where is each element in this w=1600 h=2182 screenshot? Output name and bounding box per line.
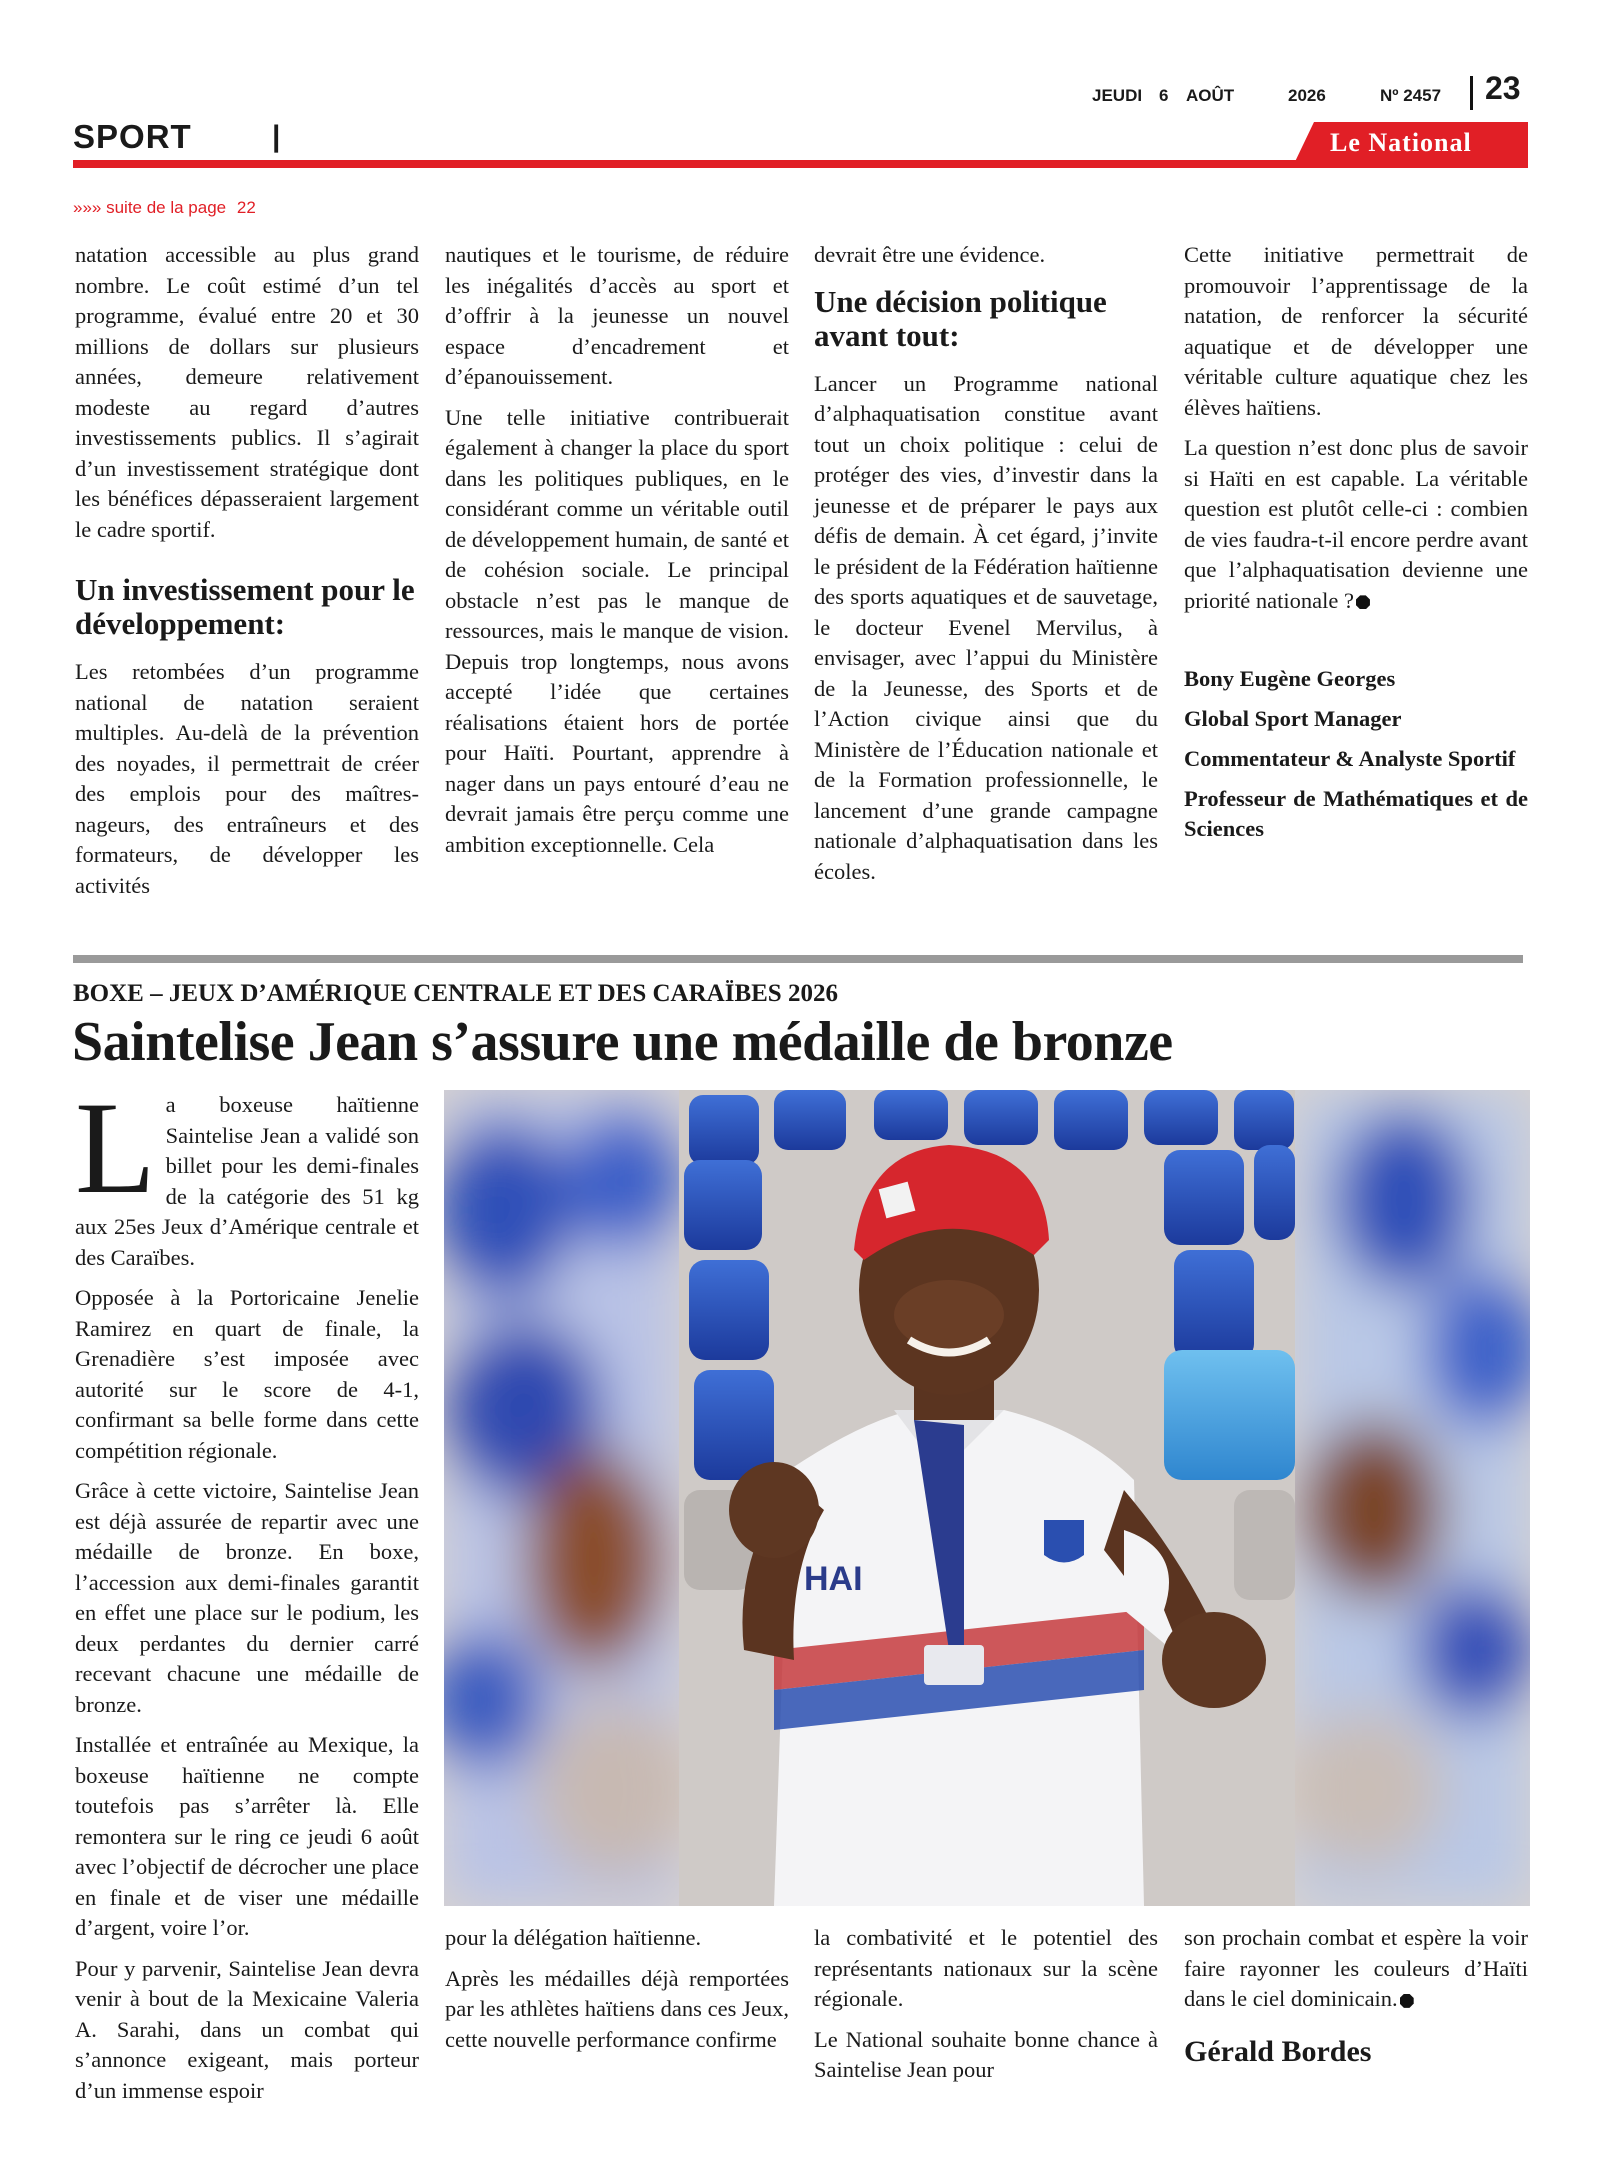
continued-label: »»» suite de la page xyxy=(73,198,227,217)
author-name: Bony Eugène Georges xyxy=(1184,666,1396,691)
continued-page: 22 xyxy=(236,198,256,217)
paragraph: Le National souhaite bonne chance à Saintelise Jean pour xyxy=(814,2026,1158,2082)
article-divider xyxy=(73,955,1523,963)
end-mark-icon xyxy=(1356,595,1370,609)
paragraph: Lancer un Programme national d’alphaquatisation constitue avant tout un choix politique : celui de protéger des vies, d’investir dans la jeunesse et de préparer le pays aux défis de demain. À cet égard, j’invite le président de la Fédération haïtienne des sports aquatiques et de sauvetage, le docteur Evenel Mervilus, à envisager, avec l’appui du Ministère de la Jeunesse, des Sports et de l’Action civique ainsi que du Ministère de l’Éducation nationale et de la Formation professionnelle, le lancement d’une grande campagne nationale d’alphaquatisation dans les écoles. xyxy=(814,370,1158,884)
paragraph: Opposée à la Portoricaine Jenelie Ramirez en quart de finale, la Grenadière s’est imposée avec autorité sur le score de 4-1, confirmant sa belle forme dans cette compétition régionale. xyxy=(75,1285,419,1463)
article2-column-4 xyxy=(1184,1923,1528,2077)
section-bar: | xyxy=(272,120,281,153)
subheading: Une décision politique avant tout: xyxy=(814,283,1107,353)
article2-headline: Saintelise Jean s’assure une médaille de bronze xyxy=(72,1011,1173,1073)
paragraph: son prochain combat et espère la voir faire rayonner les couleurs d’Haïti dans le ciel dominicain. xyxy=(1184,1925,1528,2011)
paragraph: Après les médailles déjà remportées par les athlètes haïtiens dans ces Jeux, cette nouvelle performance confirme xyxy=(445,1965,789,2052)
paragraph: Cette initiative permettrait de promouvoir l’apprentissage de la natation, de renforcer la sécurité aquatique et de développer une véritable culture aquatique chez les élèves haïtiens. xyxy=(1184,242,1528,420)
author-role: Commentateur & Analyste Sportif xyxy=(1184,746,1516,771)
article2-column-2 xyxy=(445,1923,789,2065)
masthead-title: Le National xyxy=(1330,128,1472,157)
paragraph: nautiques et le tourisme, de réduire les inégalités d’accès au sport et d’offrir à la jeunesse un nouvel espace d’encadrement et d’épanouissement. xyxy=(445,242,789,389)
issue-number: Nº 2457 xyxy=(1380,86,1442,105)
page-number: 23 xyxy=(1485,70,1521,106)
date-month: AOÛT xyxy=(1186,86,1235,105)
header-rule xyxy=(73,160,1528,168)
paragraph: natation accessible au plus grand nombre. Le coût estimé d’un tel programme, évalué entre 20 et 30 millions de dollars sur plusieurs années, demeure relativement modeste au regard d’autres investissements publics. Il s’agirait d’un investissement stratégique dont les bénéfices dépasseraient largement le cadre sportif. xyxy=(75,242,419,542)
date-year: 2026 xyxy=(1288,86,1326,105)
paragraph: Une telle initiative contribuerait également à changer la place du sport dans les politiques publiques, en le considérant comme un véritable outil de développement humain, de santé et de cohésion sociale. Le principal obstacle n’est pas le manque de ressources, mais le manque de vision. Depuis trop longtemps, nous avons accepté l’idée que certaines réalisations étaient hors de portée pour Haïti. Pourtant, apprendre à nager dans un pays entouré d’eau ne devrait jamais être perçu comme une ambition exceptionnelle. Cela xyxy=(445,404,789,857)
paragraph: Installée et entraînée au Mexique, la boxeuse haïtienne ne compte toutefois pas s’arrêter là. Elle remontera sur le ring ce jeudi 6 août avec l’objectif de décrocher une place en finale et de viser une médaille d’argent, voire l’or. xyxy=(75,1732,419,1940)
paragraph: pour la délégation haïtienne. xyxy=(445,1925,702,1950)
boxer-photo xyxy=(444,1090,1530,1906)
paragraph: Grâce à cette victoire, Saintelise Jean est déjà assurée de repartir avec une médaille de bronze. En boxe, l’accession aux demi-finales garantit en effet une place sur le podium, les deux perdantes du dernier carré recevant chacune une médaille de bronze. xyxy=(75,1478,419,1717)
paragraph: la combativité et le potentiel des représentants nationaux sur la scène régionale. xyxy=(814,1925,1158,2011)
paragraph: La question n’est donc plus de savoir si Haïti en est capable. La véritable question est plutôt celle-ci : combien de vies faudra-t-il encore perdre avant que l’alphaquatisation devienne une priorité nationale ? xyxy=(1184,435,1528,613)
article2-column-1 xyxy=(75,1074,419,2116)
paragraph: La boxeuse haïtienne Saintelise Jean a validé son billet pour les demi-finales de la catégorie des 51 kg aux 25es Jeux d’Amérique centrale et des Caraïbes. xyxy=(75,1074,419,1270)
date-day: JEUDI xyxy=(1092,86,1143,105)
subheading: Un investissement pour le développement: xyxy=(75,572,415,641)
paragraph: Pour y parvenir, Saintelise Jean devra venir à bout de la Mexicaine Valeria A. Sarahi, dans un combat qui s’annonce exigeant, mais porteur d’un immense espoir xyxy=(75,1955,419,2103)
paragraph: Les retombées d’un programme national de natation seraient multiples. Au-delà de la prévention des noyades, il permettrait de créer des emplois pour des maîtres-nageurs, des entraîneurs et des formateurs, de développer les activités xyxy=(75,659,419,898)
paragraph: devrait être une évidence. xyxy=(814,242,1046,267)
drop-cap: L xyxy=(75,1074,156,1221)
article2-kicker: BOXE – JEUX D’AMÉRIQUE CENTRALE ET DES CARAÏBES 2026 xyxy=(73,980,838,1007)
article1-column-1 xyxy=(75,240,419,911)
author-role: Professeur de Mathématiques et de Sciences xyxy=(1184,786,1528,841)
article1-column-3 xyxy=(814,240,1158,897)
header-separator xyxy=(1470,76,1473,110)
date-number: 6 xyxy=(1159,86,1169,105)
article1-column-2 xyxy=(445,240,789,870)
article1-column-4 xyxy=(1184,240,1528,854)
author-name: Gérald Bordes xyxy=(1184,2034,1372,2068)
end-mark-icon xyxy=(1400,1994,1414,2008)
article2-column-3 xyxy=(814,1923,1158,2096)
section-label: SPORT xyxy=(73,118,192,155)
author-role: Global Sport Manager xyxy=(1184,706,1402,731)
continued-from xyxy=(73,198,256,218)
shirt-lettering: HAI xyxy=(804,1560,863,1598)
